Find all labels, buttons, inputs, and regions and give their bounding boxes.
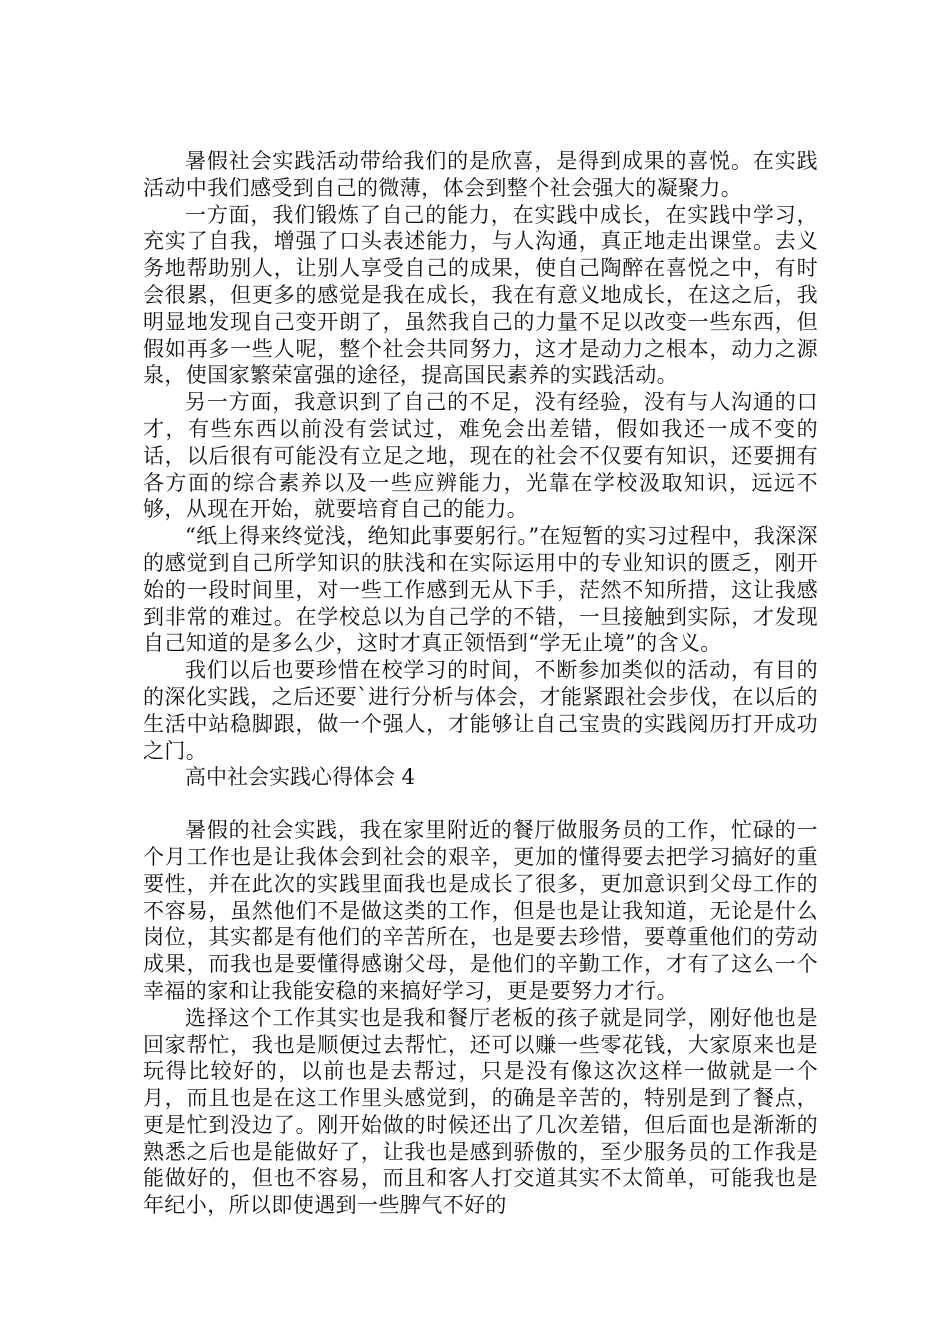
document-page (143, 148, 818, 1219)
body-paragraph: 选择这个工作其实也是我和餐厅老板的孩子就是同学，刚好他也是回家帮忙，我也是顺便过去帮忙，还可以赚一些零花钱，大家原来也是玩得比较好的，以前也是去帮过，只是没有像这次这样一做就是一个月，而且也是在这工作里头感觉到，的确是辛苦的，特别是到了餐点，更是忙到没边了。刚开始做的时候还出了几次差错，但后面也是渐渐的熟悉之后也是能做好了，让我也是感到骄傲的，至少服务员的工作我是能做好的，但也不容易，而且和客人打交道其实不太简单，可能我也是年纪小，所以即使遇到一些脾气不好的 (143, 1005, 818, 1218)
body-paragraph: 一方面，我们锻炼了自己的能力，在实践中成长，在实践中学习，充实了自我，增强了口头表述能力，与人沟通，真正地走出课堂。去义务地帮助别人，让别人享受自己的成果，使自己陶醉在喜悦之中，有时会很累，但更多的感觉是我在成长，我在有意义地成长，在这之后，我明显地发现自己变开朗了，虽然我自己的力量不足以改变一些东西，但假如再多一些人呢，整个社会共同努力，这才是动力之根本，动力之源泉，使国家繁荣富强的途径，提高国民素养的实践活动。 (143, 202, 818, 388)
section-title: 高中社会实践心得体会 4 (185, 765, 416, 790)
body-paragraph: “纸上得来终觉浅，绝知此事要躬行。”在短暂的实习过程中，我深深的感觉到自己所学知识的肤浅和在实际运用中的专业知识的匮乏，刚开始的一段时间里，对一些工作感到无从下手，茫然不知所措，这让我感到非常的难过。在学校总以为自己学的不错，一旦接触到实际，才发现自己知道的是多么少，这时才真正领悟到“学无止境”的含义。 (143, 524, 818, 656)
body-paragraph: 暑假的社会实践，我在家里附近的餐厅做服务员的工作，忙碌的一个月工作也是让我体会到社会的艰辛，更加的懂得要去把学习搞好的重要性，并在此次的实践里面我也是成长了很多，更加意识到父母工作的不容易，虽然他们不是做这类的工作，但是也是让我知道，无论是什么岗位，其实都是有他们的辛苦所在，也是要去珍惜，要尊重他们的劳动成果，而我也是要懂得感谢父母，是他们的辛勤工作，才有了这么一个幸福的家和让我能安稳的来搞好学习，更是要努力才行。 (143, 818, 818, 1003)
body-paragraph: 另一方面，我意识到了自己的不足，没有经验，没有与人沟通的口才，有些东西以前没有尝试过，难免会出差错，假如我还一成不变的话，以后很有可能没有立足之地，现在的社会不仅要有知识，还要拥有各方面的综合素养以及一些应辨能力，光靠在学校汲取知识，远远不够，从现在开始，就要培育自己的能力。 (143, 390, 818, 522)
body-paragraph: 暑假社会实践活动带给我们的是欣喜，是得到成果的喜悦。在实践活动中我们感受到自己的微薄，体会到整个社会强大的凝聚力。 (143, 149, 818, 200)
section-spacer (143, 791, 818, 817)
body-paragraph: 我们以后也要珍惜在校学习的时间，不断参加类似的活动，有目的的深化实践，之后还要`进行分析与体会，才能紧跟社会步伐，在以后的生活中站稳脚跟，做一个强人，才能够让自己宝贵的实践阅历打开成功之门。 (143, 658, 818, 763)
